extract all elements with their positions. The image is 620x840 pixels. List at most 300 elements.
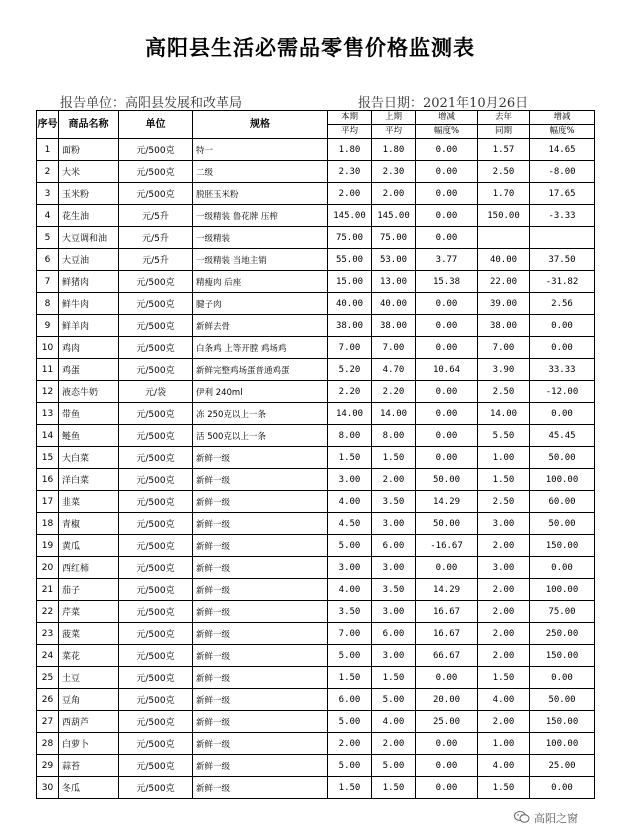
- cell-change-pct: 14.29: [416, 491, 478, 513]
- cell-previous-avg: 14.00: [372, 403, 416, 425]
- cell-last-year: 2.00: [478, 645, 530, 667]
- cell-unit: 元/500克: [119, 315, 193, 337]
- cell-name: 黄瓜: [59, 535, 119, 557]
- cell-idx: 15: [37, 447, 59, 469]
- cell-current-avg: 7.00: [328, 337, 372, 359]
- table-row: [37, 667, 595, 689]
- cell-name: 花生油: [59, 205, 119, 227]
- cell-idx: 3: [37, 183, 59, 205]
- cell-idx: 5: [37, 227, 59, 249]
- cell-name: 西红柿: [59, 557, 119, 579]
- cell-yoy-pct: 150.00: [530, 711, 595, 733]
- cell-unit: 元/500克: [119, 447, 193, 469]
- header-ly-1: 去年: [478, 111, 530, 125]
- cell-previous-avg: 2.00: [372, 183, 416, 205]
- cell-change-pct: 0.00: [416, 183, 478, 205]
- cell-unit: 元/500克: [119, 535, 193, 557]
- table-row: [37, 227, 595, 249]
- cell-change-pct: 0.00: [416, 557, 478, 579]
- cell-yoy-pct: -31.82: [530, 271, 595, 293]
- cell-previous-avg: 53.00: [372, 249, 416, 271]
- cell-name: 鲜猪肉: [59, 271, 119, 293]
- cell-last-year: 4.00: [478, 689, 530, 711]
- cell-previous-avg: 145.00: [372, 205, 416, 227]
- cell-spec: 新鲜一级: [193, 447, 328, 469]
- cell-name: 液态牛奶: [59, 381, 119, 403]
- cell-idx: 2: [37, 161, 59, 183]
- cell-previous-avg: 7.00: [372, 337, 416, 359]
- table-row: [37, 425, 595, 447]
- cell-name: 鲜羊肉: [59, 315, 119, 337]
- cell-spec: 新鲜一级: [193, 623, 328, 645]
- watermark-text: 高阳之窗: [534, 812, 578, 825]
- cell-idx: 28: [37, 733, 59, 755]
- table-body: [37, 139, 595, 799]
- cell-name: 白萝卜: [59, 733, 119, 755]
- cell-unit: 元/500克: [119, 293, 193, 315]
- table-row: [37, 601, 595, 623]
- cell-idx: 9: [37, 315, 59, 337]
- cell-yoy-pct: 0.00: [530, 557, 595, 579]
- cell-current-avg: 1.80: [328, 139, 372, 161]
- cell-yoy-pct: 25.00: [530, 755, 595, 777]
- cell-change-pct: 14.29: [416, 579, 478, 601]
- cell-previous-avg: 3.00: [372, 557, 416, 579]
- cell-spec: 二级: [193, 161, 328, 183]
- cell-idx: 1: [37, 139, 59, 161]
- cell-unit: 元/500克: [119, 711, 193, 733]
- table-row: [37, 469, 595, 491]
- header-idx: 序号: [37, 111, 59, 139]
- table-header: [37, 111, 595, 139]
- cell-unit: 元/500克: [119, 601, 193, 623]
- cell-last-year: 5.50: [478, 425, 530, 447]
- cell-yoy-pct: 100.00: [530, 579, 595, 601]
- cell-unit: 元/500克: [119, 623, 193, 645]
- cell-yoy-pct: 17.65: [530, 183, 595, 205]
- cell-spec: 新鲜一级: [193, 601, 328, 623]
- cell-previous-avg: 1.50: [372, 777, 416, 799]
- cell-last-year: 2.00: [478, 711, 530, 733]
- cell-previous-avg: 3.00: [372, 645, 416, 667]
- cell-change-pct: 16.67: [416, 623, 478, 645]
- cell-current-avg: 4.00: [328, 491, 372, 513]
- cell-current-avg: 145.00: [328, 205, 372, 227]
- cell-spec: 新鲜一级: [193, 535, 328, 557]
- cell-last-year: 2.00: [478, 535, 530, 557]
- cell-yoy-pct: 100.00: [530, 469, 595, 491]
- cell-yoy-pct: 33.33: [530, 359, 595, 381]
- cell-name: 韭菜: [59, 491, 119, 513]
- table-row: [37, 733, 595, 755]
- cell-last-year: 2.50: [478, 491, 530, 513]
- cell-name: 菜花: [59, 645, 119, 667]
- cell-change-pct: 15.38: [416, 271, 478, 293]
- cell-current-avg: 2.00: [328, 733, 372, 755]
- cell-name: 鲜牛肉: [59, 293, 119, 315]
- cell-change-pct: 0.00: [416, 315, 478, 337]
- cell-spec: 冻 250克以上一条: [193, 403, 328, 425]
- cell-spec: 伊利 240ml: [193, 381, 328, 403]
- cell-yoy-pct: -8.00: [530, 161, 595, 183]
- cell-last-year: 150.00: [478, 205, 530, 227]
- cell-last-year: 1.50: [478, 667, 530, 689]
- cell-previous-avg: 1.80: [372, 139, 416, 161]
- table-row: [37, 205, 595, 227]
- cell-change-pct: 0.00: [416, 227, 478, 249]
- cell-current-avg: 5.00: [328, 645, 372, 667]
- cell-unit: 元/5升: [119, 249, 193, 271]
- cell-current-avg: 2.00: [328, 183, 372, 205]
- header-unit: 单位: [119, 111, 193, 139]
- cell-change-pct: 3.77: [416, 249, 478, 271]
- cell-idx: 22: [37, 601, 59, 623]
- table-row: [37, 513, 595, 535]
- cell-spec: 特一: [193, 139, 328, 161]
- cell-previous-avg: 4.70: [372, 359, 416, 381]
- cell-change-pct: 0.00: [416, 139, 478, 161]
- cell-current-avg: 2.30: [328, 161, 372, 183]
- cell-name: 大白菜: [59, 447, 119, 469]
- cell-idx: 11: [37, 359, 59, 381]
- cell-unit: 元/500克: [119, 469, 193, 491]
- cell-change-pct: 25.00: [416, 711, 478, 733]
- cell-spec: 新鲜一级: [193, 513, 328, 535]
- table-row: [37, 381, 595, 403]
- cell-yoy-pct: 0.00: [530, 337, 595, 359]
- table-row: [37, 689, 595, 711]
- cell-last-year: 2.50: [478, 381, 530, 403]
- header-ly-2: 同期: [478, 125, 530, 139]
- cell-last-year: 4.00: [478, 755, 530, 777]
- cell-last-year: 22.00: [478, 271, 530, 293]
- header-cur-1: 本期: [328, 111, 372, 125]
- cell-idx: 30: [37, 777, 59, 799]
- cell-name: 菠菜: [59, 623, 119, 645]
- table-row: [37, 777, 595, 799]
- cell-previous-avg: 38.00: [372, 315, 416, 337]
- cell-previous-avg: 6.00: [372, 623, 416, 645]
- header-cur-2: 平均: [328, 125, 372, 139]
- cell-change-pct: 50.00: [416, 513, 478, 535]
- cell-current-avg: 15.00: [328, 271, 372, 293]
- cell-previous-avg: 40.00: [372, 293, 416, 315]
- cell-last-year: 1.00: [478, 733, 530, 755]
- cell-unit: 元/500克: [119, 645, 193, 667]
- cell-previous-avg: 6.00: [372, 535, 416, 557]
- cell-current-avg: 5.20: [328, 359, 372, 381]
- cell-idx: 21: [37, 579, 59, 601]
- cell-unit: 元/500克: [119, 777, 193, 799]
- cell-spec: 脱胚玉米粉: [193, 183, 328, 205]
- cell-change-pct: 0.00: [416, 447, 478, 469]
- cell-current-avg: 8.00: [328, 425, 372, 447]
- cell-last-year: 3.90: [478, 359, 530, 381]
- header-spec: 规格: [193, 111, 328, 139]
- cell-spec: 一级精装: [193, 227, 328, 249]
- cell-idx: 18: [37, 513, 59, 535]
- cell-previous-avg: 2.00: [372, 733, 416, 755]
- table-row: [37, 623, 595, 645]
- table-row: [37, 535, 595, 557]
- cell-yoy-pct: -3.33: [530, 205, 595, 227]
- cell-unit: 元/500克: [119, 337, 193, 359]
- cell-idx: 14: [37, 425, 59, 447]
- cell-previous-avg: 2.00: [372, 469, 416, 491]
- cell-name: 芹菜: [59, 601, 119, 623]
- cell-yoy-pct: 75.00: [530, 601, 595, 623]
- table-row: [37, 249, 595, 271]
- cell-last-year: 2.00: [478, 623, 530, 645]
- cell-spec: 新鲜一级: [193, 733, 328, 755]
- cell-name: 鸡肉: [59, 337, 119, 359]
- cell-last-year: 14.00: [478, 403, 530, 425]
- cell-change-pct: 0.00: [416, 733, 478, 755]
- cell-name: 玉米粉: [59, 183, 119, 205]
- cell-name: 青椒: [59, 513, 119, 535]
- cell-current-avg: 1.50: [328, 777, 372, 799]
- cell-current-avg: 4.50: [328, 513, 372, 535]
- cell-yoy-pct: 60.00: [530, 491, 595, 513]
- cell-unit: 元/500克: [119, 733, 193, 755]
- cell-spec: 新鲜一级: [193, 667, 328, 689]
- header-yoy-1: 增减: [530, 111, 595, 125]
- cell-change-pct: 66.67: [416, 645, 478, 667]
- cell-change-pct: 50.00: [416, 469, 478, 491]
- cell-last-year: 40.00: [478, 249, 530, 271]
- cell-unit: 元/5升: [119, 227, 193, 249]
- wechat-icon: [514, 810, 530, 824]
- cell-spec: 腱子肉: [193, 293, 328, 315]
- cell-idx: 16: [37, 469, 59, 491]
- cell-spec: 新鲜一级: [193, 645, 328, 667]
- cell-name: 鸡蛋: [59, 359, 119, 381]
- cell-current-avg: 3.00: [328, 557, 372, 579]
- report-date: 报告日期：2021年10月26日: [358, 96, 529, 111]
- cell-previous-avg: 3.50: [372, 491, 416, 513]
- cell-previous-avg: 8.00: [372, 425, 416, 447]
- cell-unit: 元/500克: [119, 513, 193, 535]
- cell-unit: 元/500克: [119, 139, 193, 161]
- cell-current-avg: 3.50: [328, 601, 372, 623]
- cell-previous-avg: 3.00: [372, 513, 416, 535]
- header-chg-1: 增减: [416, 111, 478, 125]
- table-row: [37, 579, 595, 601]
- cell-unit: 元/袋: [119, 381, 193, 403]
- cell-yoy-pct: 50.00: [530, 513, 595, 535]
- cell-unit: 元/500克: [119, 667, 193, 689]
- table-row: [37, 557, 595, 579]
- cell-spec: 新鲜一级: [193, 579, 328, 601]
- cell-yoy-pct: 0.00: [530, 315, 595, 337]
- cell-name: 大豆调和油: [59, 227, 119, 249]
- cell-last-year: 2.00: [478, 579, 530, 601]
- cell-yoy-pct: 0.00: [530, 403, 595, 425]
- cell-previous-avg: 3.50: [372, 579, 416, 601]
- table-row: [37, 315, 595, 337]
- cell-unit: 元/500克: [119, 161, 193, 183]
- cell-spec: 新鲜一级: [193, 557, 328, 579]
- cell-previous-avg: 2.30: [372, 161, 416, 183]
- cell-idx: 8: [37, 293, 59, 315]
- table-row: [37, 447, 595, 469]
- cell-idx: 26: [37, 689, 59, 711]
- cell-current-avg: 6.00: [328, 689, 372, 711]
- cell-change-pct: -16.67: [416, 535, 478, 557]
- cell-unit: 元/5升: [119, 205, 193, 227]
- cell-yoy-pct: 150.00: [530, 535, 595, 557]
- cell-current-avg: 38.00: [328, 315, 372, 337]
- cell-name: 大米: [59, 161, 119, 183]
- cell-spec: 新鲜一级: [193, 777, 328, 799]
- cell-spec: 新鲜完整鸡场蛋普通鸡蛋: [193, 359, 328, 381]
- cell-idx: 29: [37, 755, 59, 777]
- cell-previous-avg: 5.00: [372, 755, 416, 777]
- cell-idx: 10: [37, 337, 59, 359]
- cell-previous-avg: 3.00: [372, 601, 416, 623]
- cell-last-year: 1.50: [478, 777, 530, 799]
- cell-spec: 白条鸡 上等开膛 鸡场鸡: [193, 337, 328, 359]
- cell-yoy-pct: 100.00: [530, 733, 595, 755]
- cell-last-year: 7.00: [478, 337, 530, 359]
- cell-name: 蒜苔: [59, 755, 119, 777]
- cell-name: 鲢鱼: [59, 425, 119, 447]
- table-row: [37, 645, 595, 667]
- cell-name: 茄子: [59, 579, 119, 601]
- cell-spec: 新鲜一级: [193, 755, 328, 777]
- cell-last-year: 1.50: [478, 469, 530, 491]
- cell-name: 面粉: [59, 139, 119, 161]
- cell-last-year: 39.00: [478, 293, 530, 315]
- cell-last-year: 3.00: [478, 513, 530, 535]
- cell-name: 带鱼: [59, 403, 119, 425]
- cell-idx: 24: [37, 645, 59, 667]
- cell-change-pct: 0.00: [416, 755, 478, 777]
- cell-current-avg: 5.00: [328, 711, 372, 733]
- cell-change-pct: 0.00: [416, 293, 478, 315]
- cell-yoy-pct: 37.50: [530, 249, 595, 271]
- cell-spec: 新鲜一级: [193, 711, 328, 733]
- cell-change-pct: 0.00: [416, 667, 478, 689]
- cell-last-year: 1.57: [478, 139, 530, 161]
- cell-current-avg: 4.00: [328, 579, 372, 601]
- cell-current-avg: 1.50: [328, 667, 372, 689]
- cell-idx: 20: [37, 557, 59, 579]
- cell-last-year: [478, 227, 530, 249]
- table-row: [37, 337, 595, 359]
- cell-idx: 6: [37, 249, 59, 271]
- cell-yoy-pct: 0.00: [530, 777, 595, 799]
- cell-change-pct: 0.00: [416, 777, 478, 799]
- cell-unit: 元/500克: [119, 359, 193, 381]
- cell-spec: 一级精装 当地主销: [193, 249, 328, 271]
- cell-unit: 元/500克: [119, 755, 193, 777]
- header-yoy-2: 幅度%: [530, 125, 595, 139]
- cell-spec: 新鲜一级: [193, 469, 328, 491]
- cell-idx: 19: [37, 535, 59, 557]
- cell-last-year: 3.00: [478, 557, 530, 579]
- cell-spec: 活 500克以上一条: [193, 425, 328, 447]
- table-row: [37, 183, 595, 205]
- cell-idx: 12: [37, 381, 59, 403]
- header-name: 商品名称: [59, 111, 119, 139]
- cell-name: 豆角: [59, 689, 119, 711]
- table-row: [37, 755, 595, 777]
- cell-yoy-pct: 0.00: [530, 667, 595, 689]
- cell-previous-avg: 2.20: [372, 381, 416, 403]
- cell-last-year: 38.00: [478, 315, 530, 337]
- cell-previous-avg: 75.00: [372, 227, 416, 249]
- cell-yoy-pct: 50.00: [530, 447, 595, 469]
- cell-last-year: 2.50: [478, 161, 530, 183]
- cell-unit: 元/500克: [119, 557, 193, 579]
- cell-yoy-pct: 150.00: [530, 645, 595, 667]
- cell-change-pct: 0.00: [416, 403, 478, 425]
- cell-unit: 元/500克: [119, 271, 193, 293]
- cell-name: 大豆油: [59, 249, 119, 271]
- table-row: [37, 161, 595, 183]
- cell-idx: 13: [37, 403, 59, 425]
- cell-current-avg: 2.20: [328, 381, 372, 403]
- table-row: [37, 359, 595, 381]
- price-table: [36, 110, 595, 799]
- table-row: [37, 403, 595, 425]
- cell-previous-avg: 4.00: [372, 711, 416, 733]
- cell-unit: 元/500克: [119, 425, 193, 447]
- cell-unit: 元/500克: [119, 579, 193, 601]
- cell-current-avg: 75.00: [328, 227, 372, 249]
- cell-unit: 元/500克: [119, 403, 193, 425]
- cell-change-pct: 0.00: [416, 337, 478, 359]
- cell-name: 西葫芦: [59, 711, 119, 733]
- cell-unit: 元/500克: [119, 491, 193, 513]
- cell-idx: 27: [37, 711, 59, 733]
- cell-current-avg: 3.00: [328, 469, 372, 491]
- cell-name: 洋白菜: [59, 469, 119, 491]
- cell-current-avg: 1.50: [328, 447, 372, 469]
- table-row: [37, 711, 595, 733]
- cell-last-year: 1.00: [478, 447, 530, 469]
- cell-yoy-pct: [530, 227, 595, 249]
- cell-name: 冬瓜: [59, 777, 119, 799]
- cell-current-avg: 55.00: [328, 249, 372, 271]
- cell-spec: 新鲜一级: [193, 689, 328, 711]
- table-row: [37, 271, 595, 293]
- cell-idx: 17: [37, 491, 59, 513]
- cell-unit: 元/500克: [119, 183, 193, 205]
- cell-yoy-pct: 250.00: [530, 623, 595, 645]
- cell-unit: 元/500克: [119, 689, 193, 711]
- cell-last-year: 2.00: [478, 601, 530, 623]
- cell-change-pct: 20.00: [416, 689, 478, 711]
- cell-previous-avg: 1.50: [372, 667, 416, 689]
- header-prev-1: 上期: [372, 111, 416, 125]
- cell-change-pct: 0.00: [416, 381, 478, 403]
- cell-previous-avg: 5.00: [372, 689, 416, 711]
- cell-change-pct: 0.00: [416, 161, 478, 183]
- cell-current-avg: 14.00: [328, 403, 372, 425]
- cell-current-avg: 7.00: [328, 623, 372, 645]
- cell-change-pct: 10.64: [416, 359, 478, 381]
- cell-idx: 23: [37, 623, 59, 645]
- cell-change-pct: 0.00: [416, 425, 478, 447]
- header-prev-2: 平均: [372, 125, 416, 139]
- cell-idx: 4: [37, 205, 59, 227]
- cell-yoy-pct: 45.45: [530, 425, 595, 447]
- cell-current-avg: 40.00: [328, 293, 372, 315]
- cell-yoy-pct: -12.00: [530, 381, 595, 403]
- watermark: [514, 808, 614, 828]
